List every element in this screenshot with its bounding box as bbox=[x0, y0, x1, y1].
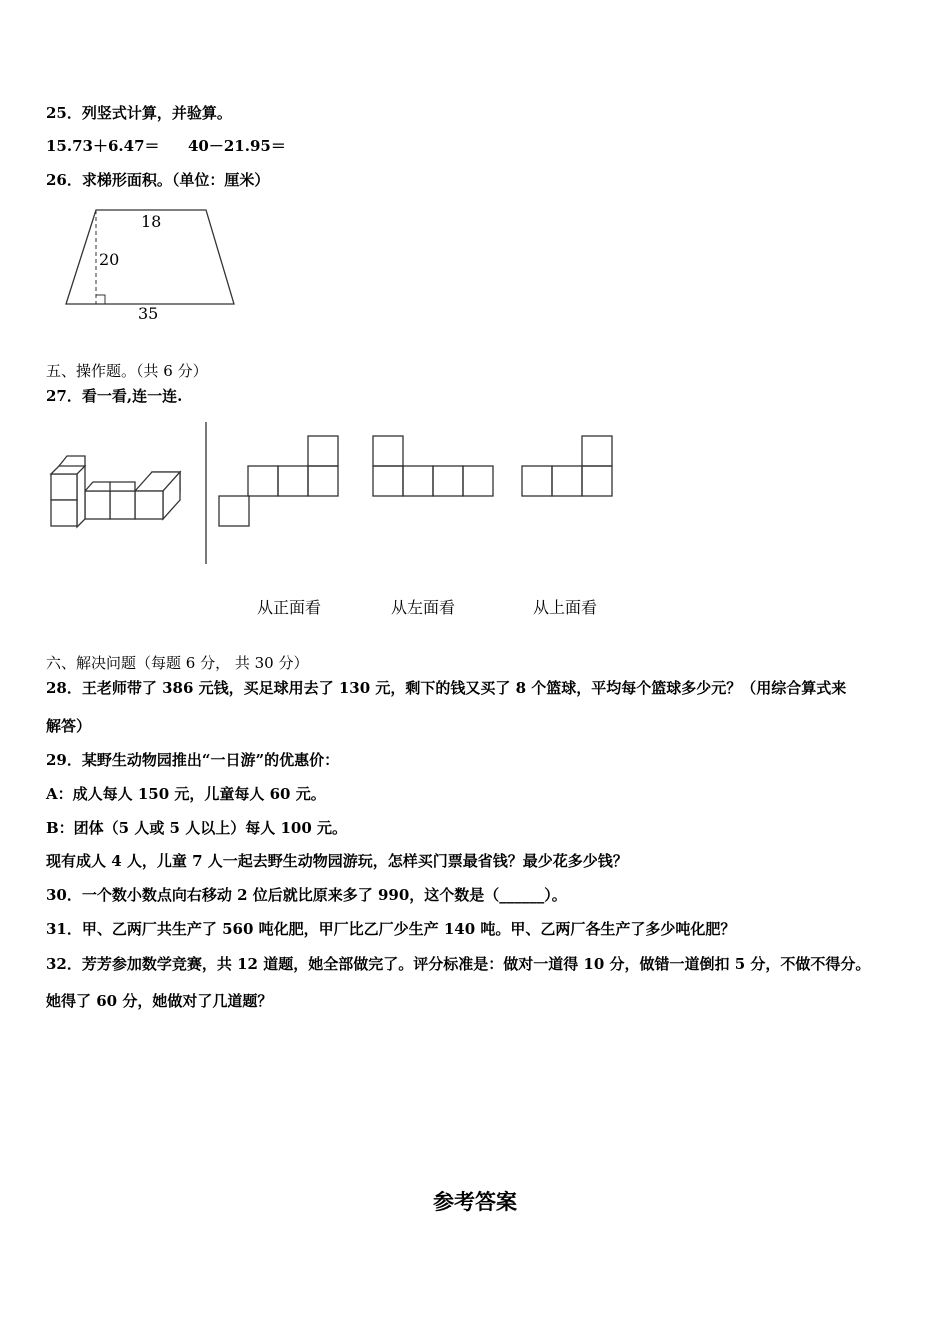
trapezoid-top-label: 18 bbox=[141, 212, 162, 231]
section-5-heading: 五、操作题。（共 6 分） bbox=[46, 362, 208, 380]
q31-text: 31．甲、乙两厂共生产了 560 吨化肥，甲厂比乙厂少生产 140 吨。甲、乙两厂各生产了多少吨化肥？ bbox=[46, 920, 736, 938]
caption-top-view: 从上面看 bbox=[533, 598, 598, 617]
q29-question: 现有成人 4 人，儿童 7 人一起去野生动物园游玩，怎样买门票最省钱？最少花多少钱？ bbox=[46, 852, 628, 870]
q30-text: 30．一个数小数点向右移动 2 位后就比原来多了 990，这个数是（______）。 bbox=[46, 886, 567, 904]
view-option-2 bbox=[373, 436, 493, 496]
q25-text: 25．列竖式计算，并验算。 bbox=[46, 104, 232, 122]
q29-option-a: A：成人每人 150 元，儿童每人 60 元。 bbox=[46, 785, 326, 803]
cube-stack-3d bbox=[51, 456, 180, 527]
view-option-1 bbox=[219, 436, 338, 526]
q25-expr-2: 40－21.95＝ bbox=[188, 137, 286, 155]
q29-text: 29．某野生动物园推出“一日游”的优惠价： bbox=[46, 751, 340, 769]
q27-text: 27．看一看,连一连. bbox=[46, 387, 183, 405]
q32-line-1: 32．芳芳参加数学竞赛，共 12 道题，她全部做完了。评分标准是：做对一道得 10 分，做错一道倒扣 5 分，不做不得分。 bbox=[46, 955, 871, 973]
trapezoid-height-label: 20 bbox=[99, 250, 120, 269]
section-6-heading: 六、解决问题（每题 6 分， 共 30 分） bbox=[46, 654, 309, 672]
view-option-3 bbox=[522, 436, 612, 496]
q25-expr-1: 15.73＋6.47＝ bbox=[46, 137, 160, 155]
q29-option-b: B：团体（5 人或 5 人以上）每人 100 元。 bbox=[46, 819, 347, 837]
q28-line-2: 解答） bbox=[46, 717, 92, 735]
q28-line-1: 28．王老师带了 386 元钱，买足球用去了 130 元，剩下的钱又买了 8 个篮球，平均每个篮球多少元？（用综合算式来 bbox=[46, 679, 847, 697]
answer-section-title: 参考答案 bbox=[433, 1190, 517, 1214]
q32-line-2: 她得了 60 分，她做对了几道题？ bbox=[46, 992, 273, 1010]
caption-front-view: 从正面看 bbox=[257, 598, 322, 617]
q26-text: 26．求梯形面积。（单位：厘米） bbox=[46, 171, 270, 189]
caption-left-view: 从左面看 bbox=[391, 598, 456, 617]
trapezoid-bottom-label: 35 bbox=[138, 304, 159, 323]
